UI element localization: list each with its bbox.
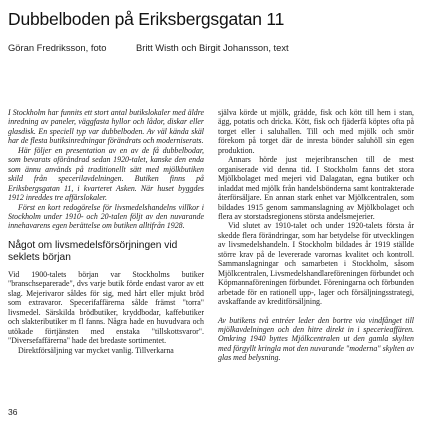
article-title: Dubbelboden på Eriksbergsgatan 11 xyxy=(8,9,285,29)
body-paragraph-2: Direktförsäljning var mycket vanlig. Tillverkarna xyxy=(18,345,174,355)
right-paragraph-1: själva körde ut mjölk, grädde, fisk och kött till hem i stan, ägg, potatis och dricka. Kött, fisk och fjäderfä köptes ofta på torget eller i saluhallen. Till och med mjölk och smör förekom på torget där de inresta bönder saluhöll sin egen produktion. xyxy=(218,108,414,155)
intro-paragraph-2: Här följer en presentation av en av de få dubbelbodar, som bevarats oförändrad sedan 1920-talet, kanske den enda som ännu används på traditionellt sätt med mjölkbutiken skild från specerilavdelningen. Butiken finns på Eriksbergsgatan 11, i kvarteret Asken. När huset byggdes 1912 inreddes tre affärslokaler. xyxy=(8,145,204,203)
right-paragraph-2: Annars hörde just mejeribranschen till de mest organiserade vid denna tid. I Stockholm fanns det stora Mjölkbolaget med mejeri vid Dalagatan, egna butiker och inladdat med mjölk från handelsbönderna samt kontrakterade återförsäljare. En annan stark enhet var Mjölkcentralen, som bildades 1915 genom sammanslagning av Mjölkbolaget och flera av storstadsregionens största andelsmejerier. xyxy=(218,155,414,221)
photo-caption: Av butikens två entréer leder den bortre via vindfånget till mjölkavdelningen och den hitre direkt in i specerieaffären. Omkring 1940 byttes Mjölkcentralen ut den gamla skylten med förgyllt kringla mot den nuvarande "moderna" skylten av glas med belysning. xyxy=(218,315,414,363)
right-paragraph-3: Vid slutet av 1910-talet och under 1920-talets första år skedde flera förändringar, som har betydelse för utvecklingen av livsmedelshandeln. I Stockholm bildades år 1919 ställde större krav på de levererade varornas kvalitet och kontroll. Sammanslagningar och samarbeten i Stockholm, såsom Mjölkcentralen, Livsmedelshandlareföreningen förbundet och Köpmannaföreningen förbundet. Föreningarna och förbunden arbetade för en rationell upp-, lager och försäljningsstrategi, avskaffande av kreditförsäljning. xyxy=(218,221,414,307)
page-number: 36 xyxy=(8,407,18,417)
photo-credit: Göran Fredriksson, foto xyxy=(8,42,107,53)
body-paragraph-1: Vid 1900-talets början var Stockholms butiker "branschseparerade", dvs varje butik förde endast varor av ett slag. Mejerivaror såldes för sig, med hårt eller mjukt bröd som extravaror. Specerifaffärerna sålde främst "torra" livsmedel. Särskilda brödbutiker, kryddbodar, kaffebutiker och slakteributiker m fl fanns. Några hade en huvudvara och utökade förtjänsten med enstaka "tillskottsvaror". "Diversefaffärerna" hade det bredaste sortimentet. xyxy=(8,269,204,346)
intro-paragraph-3: Först en kort redogörelse för livsmedelshandelns villkor i Stockholm under 1910- och 20-talen följt av den nuvarande innehavarens egen berättelse om butiken alltifrån 1928. xyxy=(8,202,204,231)
section-subheading: Något om livsmedelsförsörjningen vid seklets början xyxy=(8,239,178,263)
right-column xyxy=(218,108,414,363)
intro-paragraph-1: I Stockholm har funnits ett stort antal butikslokaler med äldre inredning av paneler, väggfasta hyllor och lådor, diskar eller glasdisk. En speciell typ var dubbelboden. Av väl kända skäl har de flesta butiksinredningar förändrats och moderniserats. xyxy=(8,108,204,146)
text-credit: Britt Wisth och Birgit Johansson, text xyxy=(136,42,289,53)
left-column xyxy=(8,108,204,355)
